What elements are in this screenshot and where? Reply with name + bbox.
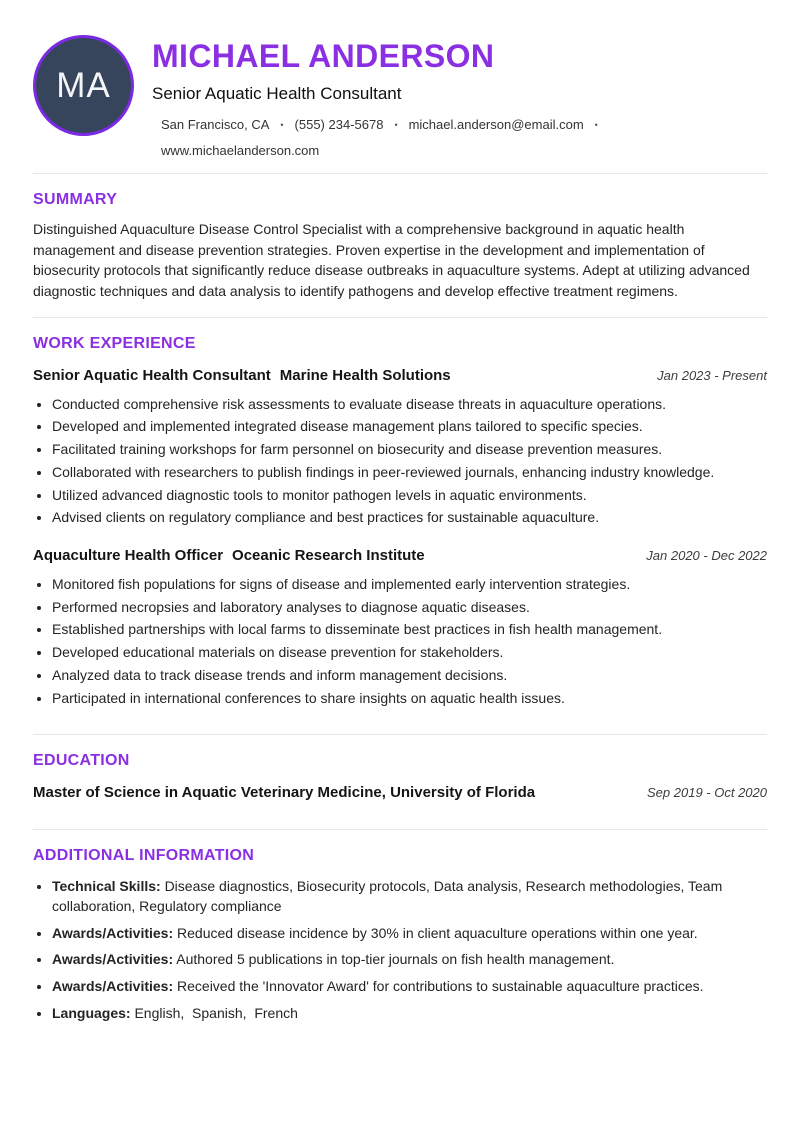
job-bullet: • Collaborated with researchers to publish findings in peer-reviewed journals, enhancing industry knowledge. — [52, 462, 767, 482]
job-title-line — [33, 367, 451, 385]
contact-phone: (555) 234-5678 — [294, 117, 384, 133]
section-divider — [33, 317, 767, 318]
education-section — [33, 752, 767, 814]
job-bullet: • Advised clients on regulatory compliance and best practices for sustainable aquaculture. — [52, 507, 767, 527]
avatar — [33, 35, 134, 136]
job-header-row — [33, 367, 767, 385]
section-divider — [33, 173, 767, 174]
candidate-name: MICHAEL ANDERSON — [152, 38, 495, 74]
job-bullet-list — [33, 574, 767, 708]
contact-row — [152, 117, 767, 158]
item-label: Awards/Activities: — [52, 951, 174, 968]
job-bullet: • Conducted comprehensive risk assessments to evaluate disease threats in aquaculture operations. — [52, 394, 767, 414]
education-dates: Sep 2019 - Oct 2020 — [647, 784, 767, 800]
job-title-line — [33, 547, 425, 565]
job-bullet: • Established partnerships with local farms to disseminate best practices in fish health management. — [52, 619, 767, 639]
list-item — [52, 923, 767, 943]
job-bullet: • Utilized advanced diagnostic tools to monitor pathogen levels in aquatic environments. — [52, 485, 767, 505]
job-title: Aquaculture Health Officer — [33, 546, 224, 564]
education-row — [33, 784, 767, 801]
bullet-separator-icon: • — [594, 119, 598, 130]
contact-location: San Francisco, CA — [161, 117, 270, 133]
candidate-job-title: Senior Aquatic Health Consultant — [152, 84, 402, 104]
job-bullet: • Participated in international conferences to share insights on aquatic health issues. — [52, 688, 767, 708]
list-item — [52, 949, 767, 969]
work-experience-section — [33, 335, 767, 719]
additional-information-section — [33, 847, 767, 1024]
header-text — [152, 35, 767, 158]
section-divider — [33, 734, 767, 735]
job-bullet: • Monitored fish populations for signs of disease and implemented early intervention strategies. — [52, 574, 767, 594]
item-text: Authored 5 publications in top-tier journals on fish health management. — [176, 951, 615, 968]
item-text: English, Spanish, French — [134, 1005, 298, 1022]
list-item — [52, 876, 767, 917]
item-label: Awards/Activities: — [52, 924, 174, 941]
item-label: Awards/Activities: — [52, 978, 174, 995]
job-company: Oceanic Research Institute — [232, 546, 425, 564]
job-bullet: • Performed necropsies and laboratory analyses to diagnose aquatic diseases. — [52, 597, 767, 617]
section-divider — [33, 829, 767, 830]
job-bullet: • Developed and implemented integrated disease management plans tailored to specific species. — [52, 416, 767, 436]
job-dates: Jan 2020 - Dec 2022 — [646, 547, 767, 563]
job-bullet-list — [33, 394, 767, 528]
job-header-row — [33, 547, 767, 565]
additional-information-list — [33, 876, 767, 1024]
bullet-separator-icon: • — [280, 119, 284, 130]
list-item — [52, 1003, 767, 1023]
contact-email: michael.anderson@email.com — [408, 117, 584, 133]
additional-information-heading: ADDITIONAL INFORMATION — [33, 846, 255, 864]
contact-website: www.michaelanderson.com — [161, 143, 320, 159]
summary-section — [33, 191, 767, 301]
avatar-initials: MA — [56, 65, 111, 105]
item-text: Reduced disease incidence by 30% in client aquaculture operations within one year. — [177, 924, 698, 941]
job-bullet: • Facilitated training workshops for farm personnel on biosecurity and disease prevention measures. — [52, 439, 767, 459]
work-experience-heading: WORK EXPERIENCE — [33, 334, 196, 352]
summary-heading: SUMMARY — [33, 191, 118, 209]
job-dates: Jan 2023 - Present — [657, 367, 767, 383]
job-bullet: • Developed educational materials on disease prevention for stakeholders. — [52, 642, 767, 662]
resume-header — [33, 35, 767, 158]
job-title: Senior Aquatic Health Consultant — [33, 366, 271, 384]
item-label: Technical Skills: — [52, 877, 161, 894]
item-text: Disease diagnostics, Biosecurity protocols, Data analysis, Research methodologies, Team collaboration, Regulatory compliance — [52, 877, 727, 914]
bullet-separator-icon: • — [394, 119, 398, 130]
degree-title: Master of Science in Aquatic Veterinary Medicine, University of Florida — [33, 783, 536, 801]
education-heading: EDUCATION — [33, 751, 130, 769]
job-bullet: • Analyzed data to track disease trends and inform management decisions. — [52, 665, 767, 685]
list-item — [52, 976, 767, 996]
job-company: Marine Health Solutions — [279, 366, 451, 384]
item-text: Received the 'Innovator Award' for contributions to sustainable aquaculture practices. — [177, 978, 704, 995]
item-label: Languages: — [52, 1005, 131, 1022]
summary-text: Distinguished Aquaculture Disease Control Specialist with a comprehensive background in aquatic health management and disease prevention strategies. Proven expertise in the development and implementation of biosecurity protocols that significantly reduce disease outbreaks in aquaculture systems. Adept at utilizing advanced diagnostic techniques and data analysis to identify pathogens and develop effective treatment regimens. — [33, 221, 750, 299]
job-entry — [33, 367, 767, 528]
job-entry — [33, 547, 767, 708]
